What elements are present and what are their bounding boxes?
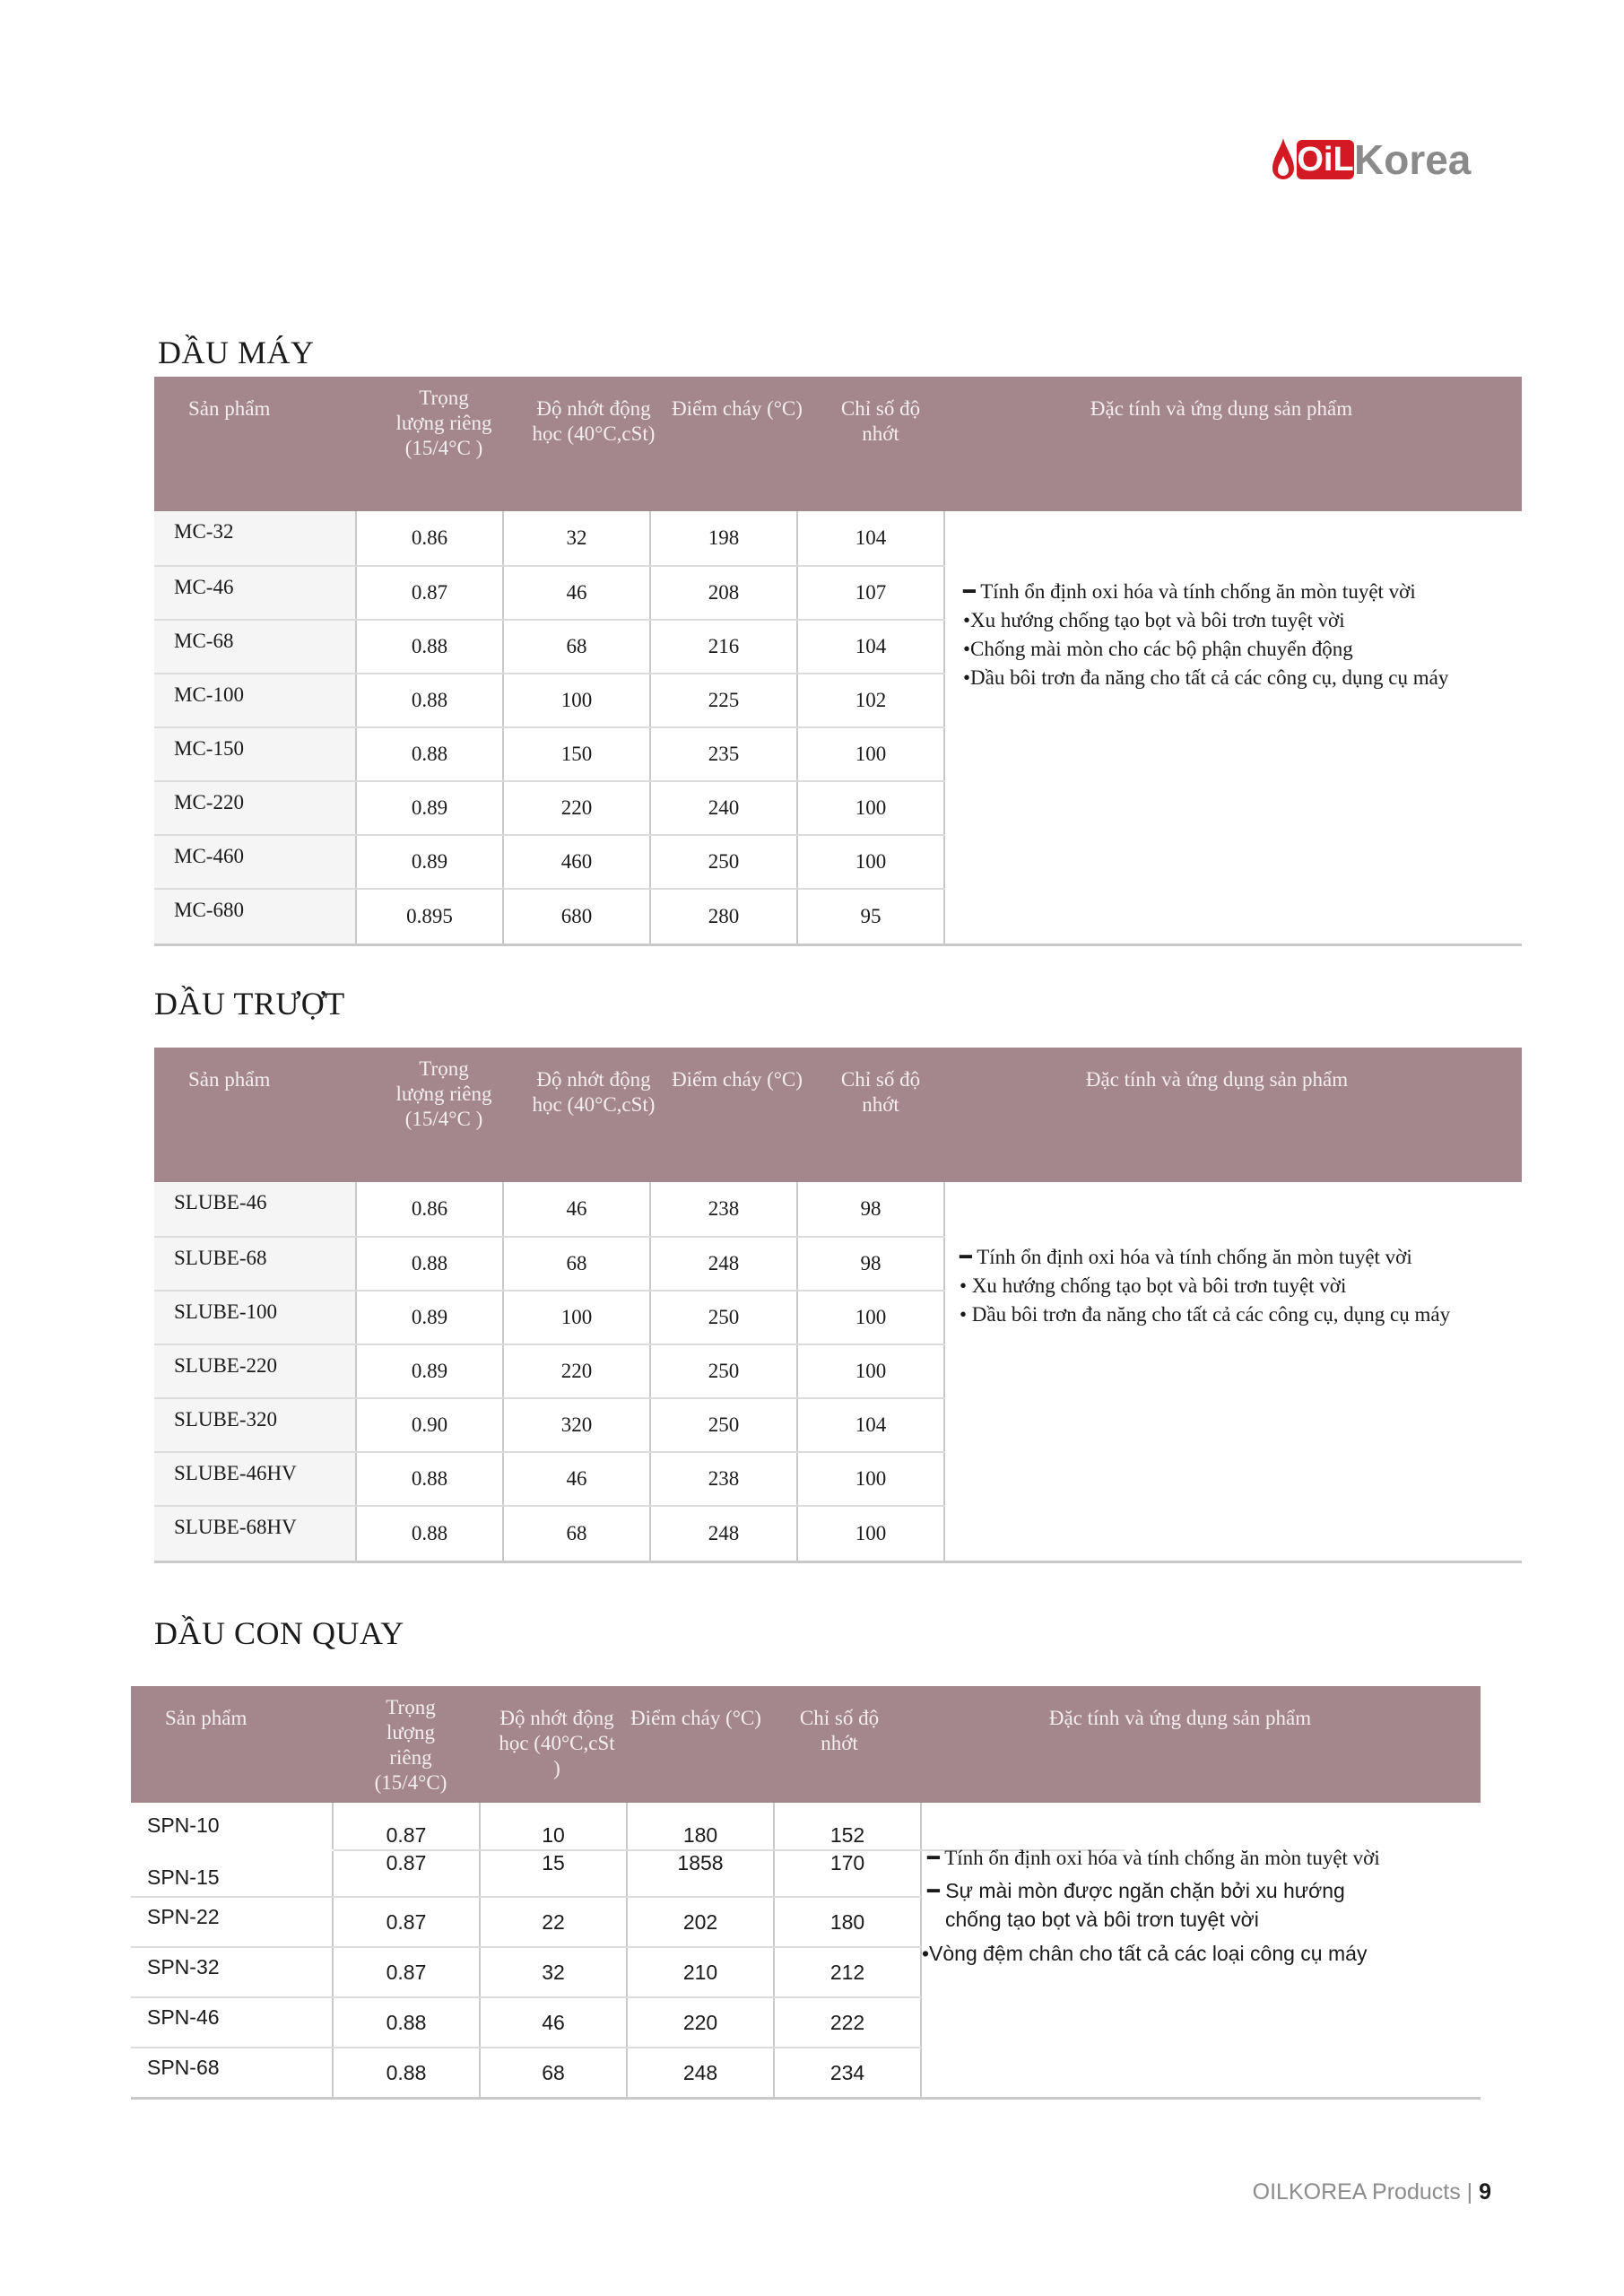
header-san-pham: Sản phẩm: [188, 397, 271, 420]
feature-item: •Vòng đệm chân cho tất cả các loại công cụ máy: [922, 1942, 1368, 1965]
cell-trong-luong: 0.89: [357, 1345, 504, 1397]
cell-diem-chay: 250: [651, 1399, 798, 1451]
cell-chi-so: 100: [798, 836, 945, 888]
cell-trong-luong: 0.895: [357, 890, 504, 944]
table-row: [154, 890, 952, 944]
table-row: [154, 1453, 952, 1505]
table-row: [154, 567, 952, 619]
cell-chi-so: 95: [798, 890, 945, 944]
cell-product: SLUBE-220: [154, 1345, 357, 1397]
cell-product: MC-150: [154, 728, 357, 780]
table-row: [154, 1182, 952, 1236]
feature-item: chống tạo bọt và bôi trơn tuyệt vời: [945, 1908, 1259, 1931]
header-dac-tinh: Đặc tính và ứng dụng sản phẩm: [1090, 397, 1353, 420]
cell-chi-so: 100: [798, 1292, 945, 1344]
header-san-pham: Sản phẩm: [188, 1068, 271, 1091]
table-row: [154, 1507, 952, 1561]
cell-product: SLUBE-320: [154, 1399, 357, 1451]
cell-diem-chay: 248: [651, 1238, 798, 1290]
table-row: [154, 1292, 952, 1344]
bullet-dash-icon: ━: [963, 580, 976, 603]
cell-do-nhot: 220: [504, 1345, 651, 1397]
cell-product: SLUBE-100: [154, 1292, 357, 1344]
cell-diem-chay: 198: [651, 511, 798, 565]
cell-do-nhot: 10: [481, 1803, 628, 1849]
header-dac-tinh: Đặc tính và ứng dụng sản phẩm: [1085, 1068, 1349, 1091]
cell-product: MC-68: [154, 621, 357, 673]
cell-diem-chay: 250: [651, 1345, 798, 1397]
cell-trong-luong: 0.88: [334, 1998, 481, 2047]
cell-diem-chay: 1858: [628, 1851, 775, 1896]
cell-diem-chay: 240: [651, 782, 798, 834]
cell-product: SPN-46: [131, 1998, 334, 2047]
cell-product: MC-32: [154, 511, 357, 565]
footer-label: OILKOREA Products |: [1252, 2179, 1473, 2205]
table-row: [154, 836, 952, 888]
cell-trong-luong: 0.87: [334, 1898, 481, 1946]
cell-product: SLUBE-46: [154, 1182, 357, 1236]
table-header: [131, 1686, 1481, 1803]
table-row: [131, 1998, 920, 2047]
cell-product: MC-220: [154, 782, 357, 834]
feature-item: Tính ổn định oxi hóa và tính chống ăn mòn tuyệt vời: [977, 1246, 1412, 1268]
cell-product: SPN-22: [131, 1898, 334, 1946]
cell-diem-chay: 202: [628, 1898, 775, 1946]
table-row: [154, 674, 952, 726]
cell-chi-so: 100: [798, 1453, 945, 1505]
cell-chi-so: 100: [798, 782, 945, 834]
cell-chi-so: 104: [798, 511, 945, 565]
features-list: [960, 1243, 1450, 1329]
table-row: [131, 2048, 920, 2097]
table-row: [154, 728, 952, 780]
cell-diem-chay: 250: [651, 836, 798, 888]
cell-diem-chay: 248: [628, 2048, 775, 2097]
cell-trong-luong: 0.88: [357, 1507, 504, 1561]
cell-trong-luong: 0.89: [357, 1292, 504, 1344]
cell-product: SLUBE-68: [154, 1238, 357, 1290]
feature-item: • Dầu bôi trơn đa năng cho tất cả các công cụ, dụng cụ máy: [960, 1303, 1451, 1326]
table-row: [131, 1851, 920, 1896]
cell-chi-so: 104: [798, 621, 945, 673]
cell-do-nhot: 46: [481, 1998, 628, 2047]
table-row: [154, 511, 952, 565]
cell-product: MC-460: [154, 836, 357, 888]
feature-item: Tính ổn định oxi hóa và tính chống ăn mòn tuyệt vời: [944, 1847, 1380, 1869]
cell-trong-luong: 0.90: [357, 1399, 504, 1451]
table-row: [131, 1898, 920, 1946]
cell-trong-luong: 0.88: [357, 728, 504, 780]
cell-do-nhot: 68: [504, 1507, 651, 1561]
cell-do-nhot: 460: [504, 836, 651, 888]
cell-chi-so: 100: [798, 1507, 945, 1561]
cell-chi-so: 212: [775, 1948, 922, 1996]
cell-do-nhot: 32: [504, 511, 651, 565]
feature-item: •Xu hướng chống tạo bọt và bôi trơn tuyệt vời: [963, 609, 1345, 631]
section-title-dau-con-quay: DẦU CON QUAY: [154, 1615, 404, 1651]
table-header: [154, 1048, 1522, 1182]
header-chi-so: Chỉ số độ nhớt: [840, 397, 921, 445]
header-dac-tinh: Đặc tính và ứng dụng sản phẩm: [1048, 1707, 1312, 1729]
cell-chi-so: 180: [775, 1898, 922, 1946]
table-row: [154, 621, 952, 673]
cell-do-nhot: 46: [504, 1453, 651, 1505]
oilkorea-logo: [1272, 133, 1523, 187]
cell-do-nhot: 68: [504, 1238, 651, 1290]
cell-trong-luong: 0.87: [334, 1948, 481, 1996]
bullet-dash-icon: ━: [960, 1246, 972, 1268]
cell-diem-chay: 225: [651, 674, 798, 726]
cell-diem-chay: 280: [651, 890, 798, 944]
cell-do-nhot: 46: [504, 567, 651, 619]
cell-product: SPN-15: [131, 1851, 334, 1896]
cell-product: MC-46: [154, 567, 357, 619]
header-chi-so: Chỉ số độ nhớt: [840, 1068, 921, 1116]
cell-do-nhot: 680: [504, 890, 651, 944]
table-row: [154, 1399, 952, 1451]
cell-chi-so: 234: [775, 2048, 922, 2097]
table-dau-con-quay: [131, 1686, 1481, 2099]
cell-diem-chay: 216: [651, 621, 798, 673]
cell-product: SLUBE-46HV: [154, 1453, 357, 1505]
feature-item: •Chống mài mòn cho các bộ phận chuyển động: [963, 638, 1353, 660]
bullet-dash-icon: ━: [927, 1847, 940, 1869]
cell-chi-so: 222: [775, 1998, 922, 2047]
cell-trong-luong: 0.87: [334, 1803, 481, 1849]
cell-trong-luong: 0.88: [357, 1453, 504, 1505]
cell-do-nhot: 100: [504, 674, 651, 726]
oil-drop-icon: [1272, 136, 1295, 183]
feature-item: • Xu hướng chống tạo bọt và bôi trơn tuyệt vời: [960, 1274, 1347, 1297]
features-list: [922, 1844, 1380, 1968]
cell-chi-so: 100: [798, 1345, 945, 1397]
cell-diem-chay: 180: [628, 1803, 775, 1849]
table-dau-truot: [154, 1048, 1522, 1568]
cell-trong-luong: 0.86: [357, 511, 504, 565]
cell-trong-luong: 0.87: [357, 567, 504, 619]
cell-chi-so: 102: [798, 674, 945, 726]
cell-chi-so: 107: [798, 567, 945, 619]
cell-diem-chay: 208: [651, 567, 798, 619]
cell-do-nhot: 46: [504, 1182, 651, 1236]
cell-do-nhot: 15: [481, 1851, 628, 1896]
cell-trong-luong: 0.87: [334, 1851, 481, 1896]
cell-trong-luong: 0.88: [357, 674, 504, 726]
header-diem-chay: Điểm cháy (°C): [672, 1068, 803, 1091]
section-title-dau-may: DẦU MÁY: [158, 335, 315, 370]
cell-diem-chay: 235: [651, 728, 798, 780]
header-trong-luong: Trọng lượng riêng (15/4°C ): [395, 1057, 492, 1130]
cell-do-nhot: 100: [504, 1292, 651, 1344]
logo-oil-mark: OiL: [1297, 141, 1354, 178]
cell-trong-luong: 0.88: [357, 621, 504, 673]
cell-diem-chay: 220: [628, 1998, 775, 2047]
header-diem-chay: Điểm cháy (°C): [672, 397, 803, 420]
page-number: 9: [1479, 2179, 1491, 2205]
feature-item: •Dầu bôi trơn đa năng cho tất cả các công cụ, dụng cụ máy: [963, 666, 1449, 689]
cell-chi-so: 98: [798, 1238, 945, 1290]
table-dau-may: [154, 377, 1522, 952]
cell-trong-luong: 0.88: [334, 2048, 481, 2097]
cell-chi-so: 170: [775, 1851, 922, 1896]
table-row: [131, 1803, 920, 1849]
cell-do-nhot: 320: [504, 1399, 651, 1451]
header-do-nhot: Độ nhớt động học (40°C,cSt ): [499, 1707, 615, 1779]
bullet-dash-icon: ━: [927, 1879, 940, 1902]
table-row: [131, 1948, 920, 1996]
feature-item: Sự mài mòn được ngăn chặn bởi xu hướng: [945, 1879, 1345, 1902]
features-list: [963, 578, 1448, 692]
cell-diem-chay: 210: [628, 1948, 775, 1996]
cell-chi-so: 98: [798, 1182, 945, 1236]
cell-trong-luong: 0.86: [357, 1182, 504, 1236]
header-trong-luong: Trọng lượng riêng (15/4°C): [374, 1696, 447, 1794]
cell-diem-chay: 250: [651, 1292, 798, 1344]
page-footer: [1253, 2179, 1491, 2205]
cell-product: SPN-68: [131, 2048, 334, 2097]
header-do-nhot: Độ nhớt động học (40°C,cSt): [532, 397, 656, 445]
cell-chi-so: 152: [775, 1803, 922, 1849]
cell-do-nhot: 150: [504, 728, 651, 780]
feature-item: Tính ổn định oxi hóa và tính chống ăn mòn tuyệt vời: [980, 580, 1416, 603]
cell-do-nhot: 68: [504, 621, 651, 673]
table-row: [154, 1238, 952, 1290]
table-row: [154, 1345, 952, 1397]
cell-diem-chay: 238: [651, 1453, 798, 1505]
cell-product: SLUBE-68HV: [154, 1507, 357, 1561]
header-diem-chay: Điểm cháy (°C): [630, 1707, 761, 1729]
cell-do-nhot: 68: [481, 2048, 628, 2097]
logo-korea-text: Korea: [1354, 136, 1472, 183]
table-row: [154, 782, 952, 834]
section-title-dau-truot: DẦU TRƯỢT: [154, 986, 345, 1022]
cell-diem-chay: 248: [651, 1507, 798, 1561]
cell-trong-luong: 0.89: [357, 782, 504, 834]
cell-product: SPN-10: [131, 1803, 334, 1849]
header-trong-luong: Trọng lượng riêng (15/4°C ): [395, 387, 492, 459]
cell-trong-luong: 0.88: [357, 1238, 504, 1290]
cell-diem-chay: 238: [651, 1182, 798, 1236]
cell-chi-so: 100: [798, 728, 945, 780]
cell-chi-so: 104: [798, 1399, 945, 1451]
cell-product: MC-100: [154, 674, 357, 726]
cell-do-nhot: 32: [481, 1948, 628, 1996]
header-san-pham: Sản phẩm: [165, 1707, 248, 1729]
header-do-nhot: Độ nhớt động học (40°C,cSt): [532, 1068, 656, 1116]
cell-do-nhot: 22: [481, 1898, 628, 1946]
cell-product: SPN-32: [131, 1948, 334, 1996]
table-header: [154, 377, 1522, 511]
cell-product: MC-680: [154, 890, 357, 944]
header-chi-so: Chỉ số độ nhớt: [799, 1707, 880, 1754]
cell-do-nhot: 220: [504, 782, 651, 834]
cell-trong-luong: 0.89: [357, 836, 504, 888]
